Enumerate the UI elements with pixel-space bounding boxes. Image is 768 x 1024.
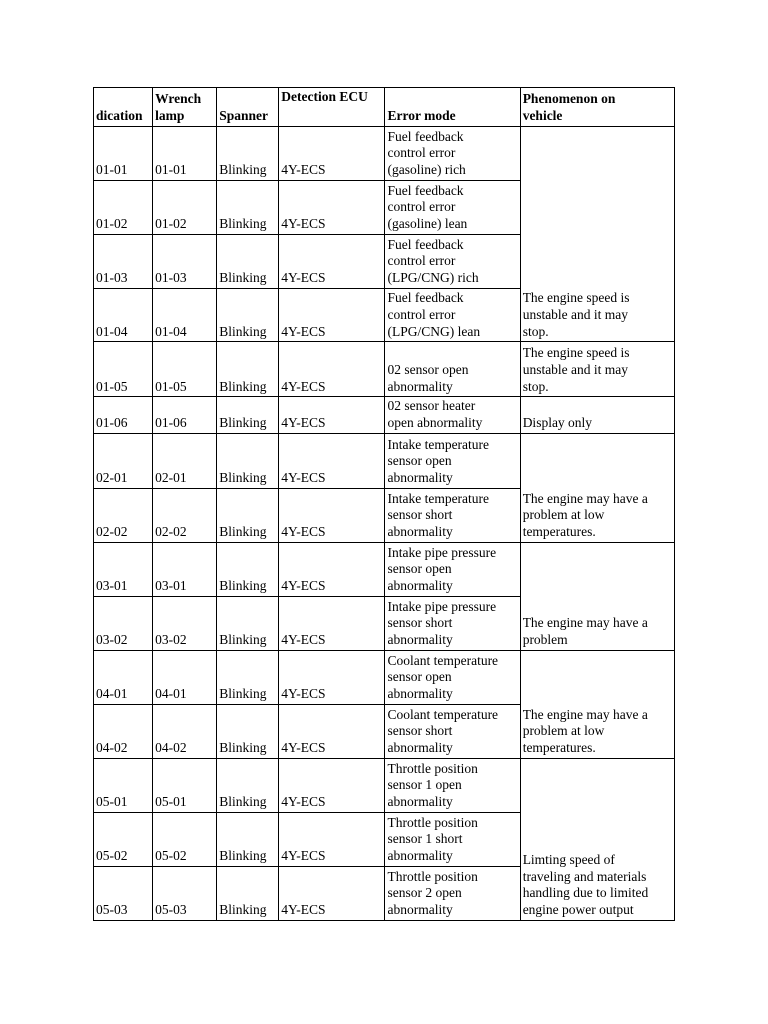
spanner-cell: Blinking	[217, 342, 279, 397]
spanner-cell: Blinking	[217, 181, 279, 235]
error-mode-line: sensor 1 open	[387, 777, 462, 793]
wrench-lamp-cell: 01-01	[153, 127, 217, 181]
wrench-lamp-cell: 01-06	[153, 397, 217, 434]
error-mode-cell	[385, 181, 520, 235]
table-row	[94, 127, 675, 181]
detection-ecu-cell: 4Y-ECS	[279, 866, 385, 920]
error-mode-line: open abnormality	[387, 415, 483, 431]
indication-cell: 01-03	[94, 235, 153, 289]
wrench-lamp-cell: 02-01	[153, 433, 217, 488]
error-mode-line: control error	[387, 145, 456, 161]
wrench-lamp-cell: 05-03	[153, 866, 217, 920]
error-mode-line: Throttle position	[387, 868, 478, 884]
header-detection-ecu: Detection ECU	[279, 88, 385, 127]
phenomenon-cell	[520, 342, 674, 397]
header-indication: dication	[94, 88, 153, 127]
header-error-mode: Error mode	[385, 88, 520, 127]
wrench-lamp-cell: 02-02	[153, 488, 217, 542]
error-mode-cell	[385, 433, 520, 488]
header-phenomenon-line: Phenomenon on	[522, 91, 616, 107]
indication-cell: 03-01	[94, 542, 153, 596]
indication-cell: 04-02	[94, 704, 153, 758]
error-mode-line: sensor short	[387, 507, 453, 523]
header-spanner: Spanner	[217, 88, 279, 127]
phenomenon-line: problem at low	[522, 723, 605, 739]
error-mode-line: abnormality	[387, 848, 453, 864]
error-mode-line: Fuel feedback	[387, 290, 464, 305]
detection-ecu-cell: 4Y-ECS	[279, 650, 385, 704]
error-mode-line: sensor open	[387, 669, 452, 685]
error-mode-cell	[385, 289, 520, 342]
table-row	[94, 542, 675, 596]
indication-cell: 05-02	[94, 812, 153, 866]
detection-ecu-cell: 4Y-ECS	[279, 542, 385, 596]
error-mode-cell	[385, 650, 520, 704]
error-mode-line: sensor open	[387, 453, 452, 469]
error-mode-cell	[385, 488, 520, 542]
spanner-cell: Blinking	[217, 596, 279, 650]
error-mode-line: abnormality	[387, 578, 453, 594]
wrench-lamp-cell: 01-05	[153, 342, 217, 397]
wrench-lamp-cell: 05-01	[153, 758, 217, 812]
table-row	[94, 650, 675, 704]
error-mode-cell	[385, 397, 520, 434]
wrench-lamp-cell: 01-04	[153, 289, 217, 342]
error-mode-line: sensor short	[387, 723, 453, 739]
error-mode-line: abnormality	[387, 740, 453, 756]
phenomenon-cell	[520, 542, 674, 650]
detection-ecu-cell: 4Y-ECS	[279, 758, 385, 812]
indication-cell: 05-01	[94, 758, 153, 812]
phenomenon-line: The engine may have a	[522, 706, 648, 722]
detection-ecu-cell: 4Y-ECS	[279, 342, 385, 397]
wrench-lamp-cell: 01-02	[153, 181, 217, 235]
indication-cell: 02-01	[94, 433, 153, 488]
indication-cell: 02-02	[94, 488, 153, 542]
phenomenon-line: unstable and it may	[522, 361, 629, 377]
detection-ecu-cell: 4Y-ECS	[279, 704, 385, 758]
spanner-cell: Blinking	[217, 235, 279, 289]
phenomenon-cell	[520, 397, 674, 434]
error-mode-line: control error	[387, 306, 456, 322]
error-mode-line: Intake pipe pressure	[387, 544, 497, 560]
spanner-cell: Blinking	[217, 704, 279, 758]
error-mode-line: sensor 2 open	[387, 885, 462, 901]
phenomenon-line: temperatures.	[522, 740, 596, 756]
error-mode-line: Coolant temperature	[387, 652, 499, 668]
table-body	[94, 127, 675, 921]
spanner-cell: Blinking	[217, 127, 279, 181]
spanner-cell: Blinking	[217, 397, 279, 434]
spanner-cell: Blinking	[217, 758, 279, 812]
phenomenon-line: The engine speed is	[522, 290, 630, 305]
wrench-lamp-cell: 04-02	[153, 704, 217, 758]
spanner-cell: Blinking	[217, 289, 279, 342]
error-mode-line: Throttle position	[387, 814, 478, 830]
error-mode-line: sensor short	[387, 615, 453, 631]
spanner-cell: Blinking	[217, 812, 279, 866]
error-mode-line: abnormality	[387, 524, 453, 540]
phenomenon-line: unstable and it may	[522, 306, 629, 322]
error-mode-cell	[385, 866, 520, 920]
spanner-cell: Blinking	[217, 488, 279, 542]
error-mode-line: Coolant temperature	[387, 706, 499, 722]
error-mode-cell	[385, 235, 520, 289]
phenomenon-cell	[520, 127, 674, 342]
detection-ecu-cell: 4Y-ECS	[279, 812, 385, 866]
error-mode-line: sensor 1 short	[387, 831, 463, 847]
detection-ecu-cell: 4Y-ECS	[279, 181, 385, 235]
detection-ecu-cell: 4Y-ECS	[279, 289, 385, 342]
table-row	[94, 433, 675, 488]
error-mode-line: Fuel feedback	[387, 182, 464, 198]
error-mode-line: abnormality	[387, 794, 453, 810]
phenomenon-line: handling due to limited	[522, 885, 649, 901]
detection-ecu-cell: 4Y-ECS	[279, 397, 385, 434]
error-mode-cell	[385, 704, 520, 758]
error-mode-line: 02 sensor open	[387, 361, 469, 377]
phenomenon-line: The engine may have a	[522, 490, 648, 506]
spanner-cell: Blinking	[217, 542, 279, 596]
error-mode-cell	[385, 596, 520, 650]
phenomenon-line: The engine speed is	[522, 345, 630, 360]
error-mode-line: (gasoline) lean	[387, 216, 468, 232]
wrench-lamp-cell: 04-01	[153, 650, 217, 704]
error-mode-line: Fuel feedback	[387, 236, 464, 252]
error-mode-cell	[385, 758, 520, 812]
phenomenon-line: Display only	[522, 415, 593, 431]
header-wrench-lamp-line: lamp	[155, 108, 185, 124]
error-mode-line: abnormality	[387, 470, 453, 486]
detection-ecu-cell: 4Y-ECS	[279, 488, 385, 542]
phenomenon-cell	[520, 758, 674, 920]
header-phenomenon	[520, 88, 674, 127]
error-mode-line: Throttle position	[387, 760, 478, 776]
error-mode-cell	[385, 542, 520, 596]
phenomenon-line: traveling and materials	[522, 868, 647, 884]
indication-cell: 01-01	[94, 127, 153, 181]
header-wrench-lamp	[153, 88, 217, 127]
phenomenon-line: problem	[522, 632, 568, 648]
error-mode-line: (gasoline) rich	[387, 162, 466, 178]
spanner-cell: Blinking	[217, 433, 279, 488]
wrench-lamp-cell: 03-01	[153, 542, 217, 596]
error-mode-line: control error	[387, 253, 456, 269]
phenomenon-line: stop.	[522, 323, 549, 339]
indication-cell: 05-03	[94, 866, 153, 920]
error-mode-line: Intake temperature	[387, 490, 490, 506]
error-code-table	[93, 87, 675, 921]
header-row	[94, 88, 675, 127]
phenomenon-line: Limting speed of	[522, 851, 615, 867]
indication-cell: 01-06	[94, 397, 153, 434]
detection-ecu-cell: 4Y-ECS	[279, 433, 385, 488]
indication-cell: 01-02	[94, 181, 153, 235]
phenomenon-line: problem at low	[522, 507, 605, 523]
error-mode-line: abnormality	[387, 902, 453, 918]
phenomenon-cell	[520, 433, 674, 542]
wrench-lamp-cell: 01-03	[153, 235, 217, 289]
table-row	[94, 758, 675, 812]
error-mode-cell	[385, 127, 520, 181]
detection-ecu-cell: 4Y-ECS	[279, 127, 385, 181]
error-mode-cell	[385, 812, 520, 866]
table-row	[94, 397, 675, 434]
error-mode-line: 02 sensor heater	[387, 398, 476, 414]
detection-ecu-cell: 4Y-ECS	[279, 596, 385, 650]
indication-cell: 03-02	[94, 596, 153, 650]
indication-cell: 04-01	[94, 650, 153, 704]
spanner-cell: Blinking	[217, 866, 279, 920]
error-mode-line: abnormality	[387, 632, 453, 648]
header-wrench-lamp-line: Wrench	[155, 91, 202, 107]
indication-cell: 01-04	[94, 289, 153, 342]
phenomenon-cell	[520, 650, 674, 758]
wrench-lamp-cell: 03-02	[153, 596, 217, 650]
indication-cell: 01-05	[94, 342, 153, 397]
detection-ecu-cell: 4Y-ECS	[279, 235, 385, 289]
spanner-cell: Blinking	[217, 650, 279, 704]
error-mode-line: Fuel feedback	[387, 128, 464, 144]
error-mode-line: Intake pipe pressure	[387, 598, 497, 614]
phenomenon-line: engine power output	[522, 902, 634, 918]
error-mode-line: abnormality	[387, 378, 453, 394]
error-mode-line: Intake temperature	[387, 436, 490, 452]
phenomenon-line: temperatures.	[522, 524, 596, 540]
error-mode-line: control error	[387, 199, 456, 215]
wrench-lamp-cell: 05-02	[153, 812, 217, 866]
table-row	[94, 342, 675, 397]
error-mode-line: (LPG/CNG) lean	[387, 323, 481, 339]
phenomenon-line: The engine may have a	[522, 615, 648, 631]
error-mode-line: sensor open	[387, 561, 452, 577]
error-mode-line: (LPG/CNG) rich	[387, 270, 479, 286]
error-mode-line: abnormality	[387, 686, 453, 702]
header-phenomenon-line: vehicle	[522, 108, 563, 124]
phenomenon-line: stop.	[522, 378, 549, 394]
error-mode-cell	[385, 342, 520, 397]
